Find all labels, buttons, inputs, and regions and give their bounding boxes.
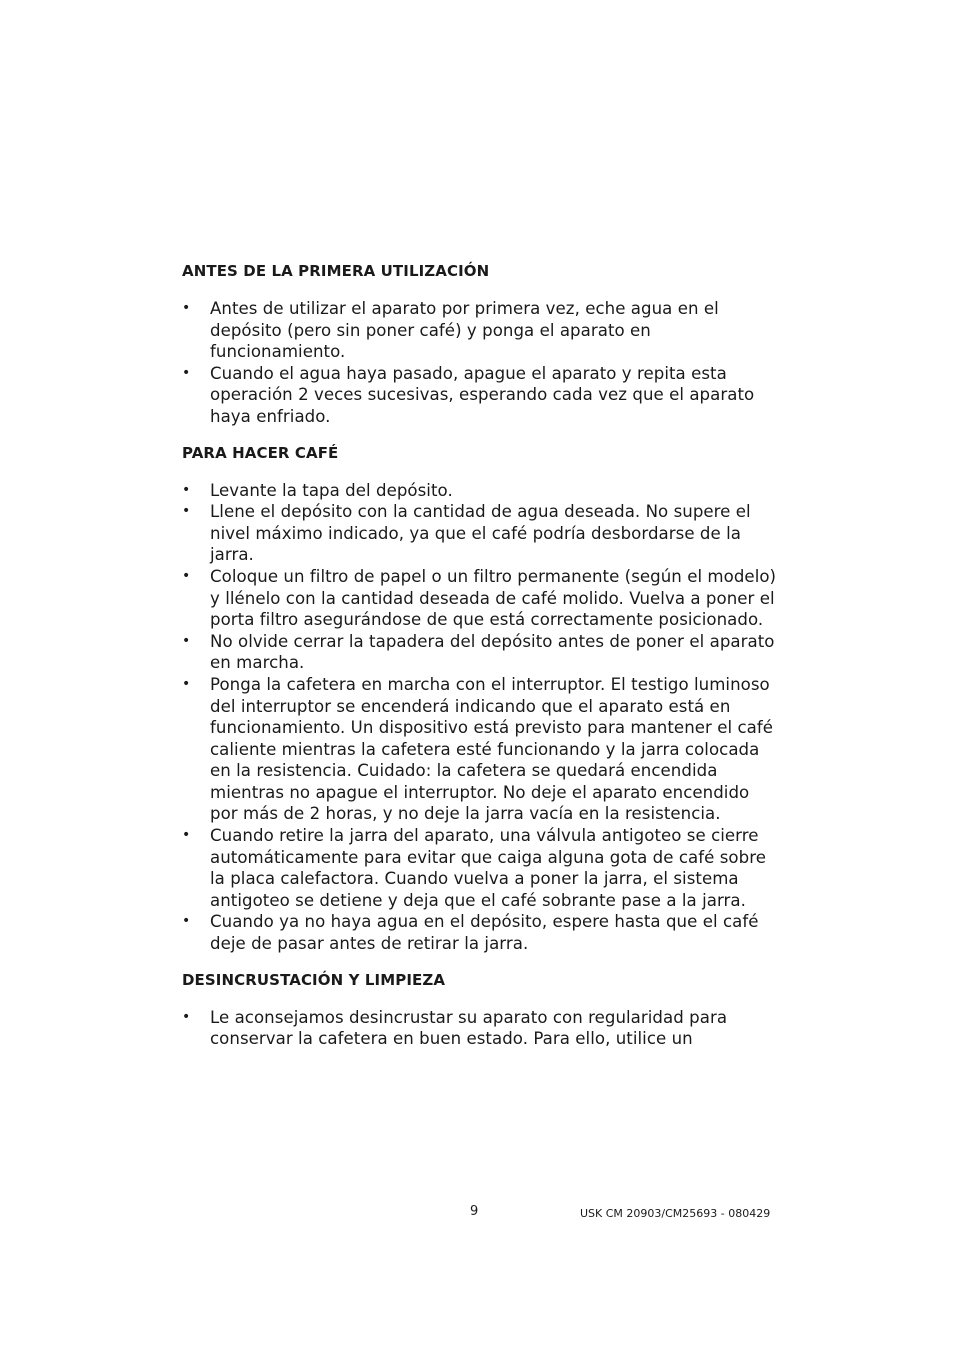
- bullet-icon: •: [182, 675, 191, 692]
- list-item: • Llene el depósito con la cantidad de agua deseada. No supere el nivel máximo indicado, ya que el café podría desbordarse de la jarra.: [182, 502, 751, 565]
- bullet-icon: •: [182, 913, 191, 930]
- bullet-list: [182, 480, 782, 955]
- bullet-icon: •: [182, 1008, 191, 1025]
- document-code: USK CM 20903/CM25693 - 080429: [580, 1207, 771, 1220]
- list-item: • Cuando ya no haya agua en el depósito, espere hasta que el café deje de pasar antes de retirar la jarra.: [182, 912, 759, 954]
- bullet-icon: •: [182, 300, 191, 316]
- section-heading: PARA HACER CAFÉ: [182, 443, 339, 462]
- bullet-icon: •: [182, 567, 191, 584]
- bullet-icon: •: [182, 827, 191, 844]
- bullet-icon: •: [182, 481, 191, 498]
- list-item: • Le aconsejamos desincrustar su aparato con regularidad para conservar la cafetera en buen estado. Para ello, utilice un: [182, 1007, 728, 1049]
- document-body: [182, 258, 782, 1062]
- list-item: • Cuando retire la jarra del aparato, una válvula antigoteo se cierre automáticamente para evitar que caiga alguna gota de café sobre la placa calefactora. Cuando vuelva a poner la jarra, el sistema antigoteo se detiene y deja que el café sobrante pase a la jarra.: [182, 826, 766, 910]
- section-heading: DESINCRUSTACIÓN Y LIMPIEZA: [182, 970, 446, 989]
- list-item: • Ponga la cafetera en marcha con el interruptor. El testigo luminoso del interruptor se encenderá indicando que el aparato está en funcionamiento. Un dispositivo está previsto para mantener el café caliente mientras la cafetera esté funcionando y la jarra colocada en la resistencia. Cuidado: la cafetera se quedará encendida mientras no apague el interruptor. No deje el aparato encendido por más de 2 horas, y no deje la jarra vacía en la resistencia.: [182, 674, 773, 824]
- bullet-list: [182, 1007, 782, 1050]
- list-item: • Coloque un filtro de papel o un filtro permanente (según el modelo) y llénelo con la cantidad deseada de café molido. Vuelva a poner el porta filtro asegurándose de que está correctamente posicionado.: [182, 566, 777, 630]
- bullet-list: [182, 298, 782, 428]
- section-heading: ANTES DE LA PRIMERA UTILIZACIÓN: [182, 262, 490, 280]
- bullet-icon: •: [182, 632, 191, 649]
- page-number: 9: [470, 1204, 479, 1219]
- section-make-coffee: [182, 440, 782, 955]
- list-item: • Levante la tapa del depósito.: [182, 480, 453, 500]
- section-first-use: [182, 258, 782, 428]
- bullet-icon: •: [182, 364, 191, 381]
- bullet-icon: •: [182, 503, 191, 520]
- list-item: • Antes de utilizar el aparato por primera vez, eche agua en el depósito (pero sin poner café) y ponga el aparato en funcionamiento.: [182, 299, 719, 362]
- list-item: • Cuando el agua haya pasado, apague el aparato y repita esta operación 2 veces sucesivas, esperando cada vez que el aparato haya enfriado.: [182, 363, 755, 426]
- list-item: • No olvide cerrar la tapadera del depósito antes de poner el aparato en marcha.: [182, 631, 775, 673]
- section-descaling: [182, 967, 782, 1050]
